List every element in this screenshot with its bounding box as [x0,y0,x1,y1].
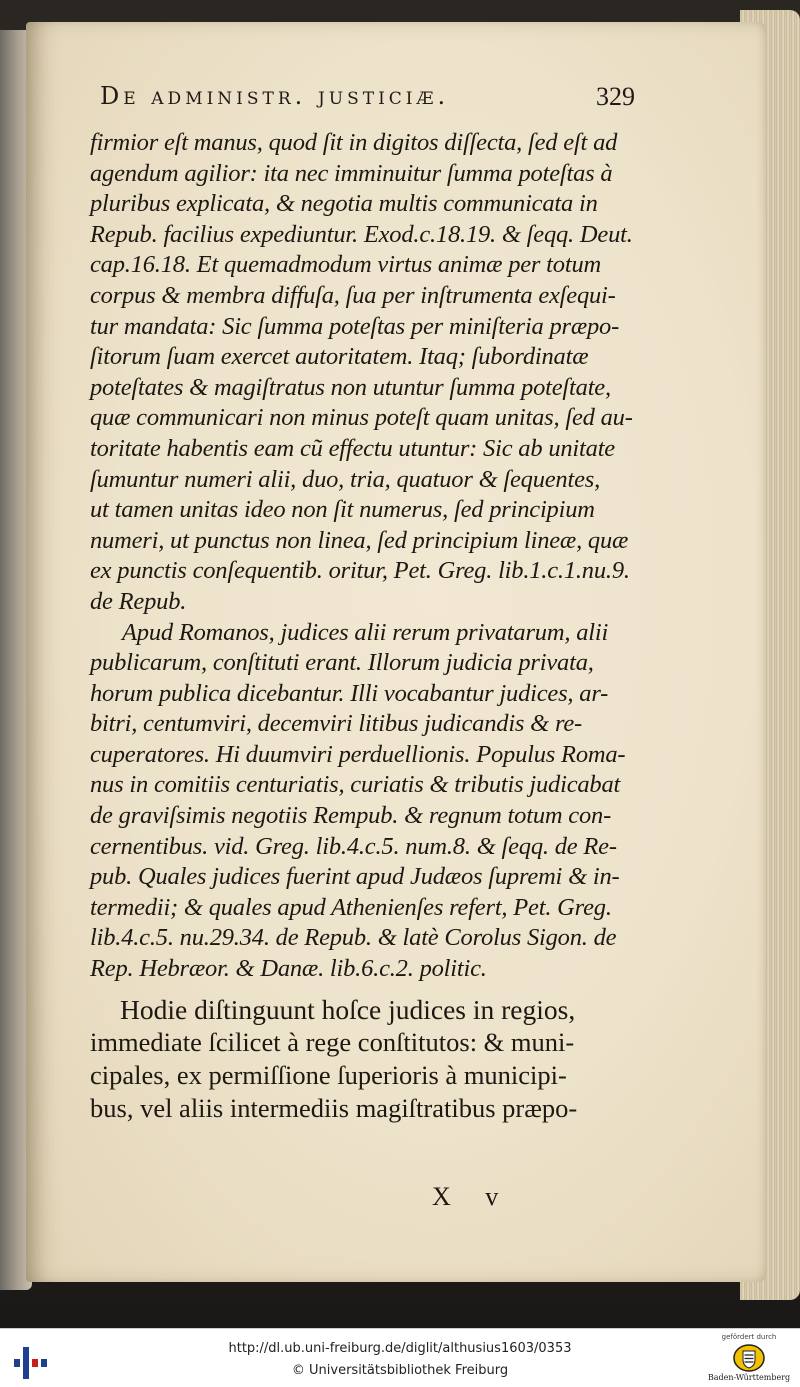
text-line: de Repub. [90,587,187,615]
text-block [90,128,642,1125]
text-line: nus in comitiis centuriatis, curiatis & tributis judicabat [90,771,621,799]
text-line: poteſtates & magiſtratus non utuntur ſumma poteſtate, [90,373,611,401]
text-line: lib.4.c.5. nu.29.34. de Repub. & latè Corolus Sigon. de [90,924,617,952]
text-line: publicarum, conſtituti erant. Illorum judicia privata, [90,649,594,677]
text-line: numeri, ut punctus non linea, ſed principium lineæ, quæ [90,526,629,554]
sponsor-name: Baden-Württemberg [707,1373,791,1382]
text-line: cap.16.18. Et quemadmodum virtus animæ per totum [90,251,601,279]
text-line: bus, vel aliis intermediis magiſtratibus præpo- [90,1092,578,1123]
text-line: Repub. facilius expediuntur. Exod.c.18.19. & ſeqq. Deut. [90,220,633,248]
text-line: pub. Quales judices fuerint apud Judæos ſupremi & in- [90,863,620,891]
text-line: ſitorum ſuam exercet autoritatem. Itaq; ſubordinatæ [90,343,589,371]
text-line: cuperatores. Hi duumviri perduellionis. Populus Roma- [90,740,626,768]
text-line: corpus & membra diffuſa, ſua per inſtrumenta exſequi- [90,281,616,309]
text-line: cernentibus. vid. Greg. lib.4.c.5. num.8. & ſeqq. de Re- [90,832,617,860]
text-line: de graviſsimis negotiis Rempub. & regnum totum con- [90,802,612,830]
text-line: ex punctis conſequentib. oritur, Pet. Greg. lib.1.c.1.nu.9. [90,557,630,585]
paragraph-start-line: Hodie diſtinguunt hoſce judices in regios, [120,993,576,1025]
coat-of-arms-icon [732,1343,766,1373]
sponsor-block [704,1331,794,1385]
copyright-text: © Universitätsbibliothek Freiburg [291,1363,509,1378]
text-line: firmior eſt manus, quod ſit in digitos diſſecta, ſed eſt ad [90,129,618,156]
text-line: pluribus explicata, & negotia multis communicata in [90,190,598,218]
text-line: immediate ſcilicet à rege conſtitutos: & muni- [90,1026,575,1057]
text-line: Rep. Hebræor. & Danæ. lib.6.c.2. politic. [90,955,487,983]
text-line: quæ communicari non minus poteſt quam unitas, ſed au- [90,404,633,432]
permalink-url[interactable]: http://dl.ub.uni-freiburg.de/diglit/althusius1603/0353 [228,1341,572,1356]
running-head [100,82,635,122]
text-line: ut tamen unitas ideo non ſit numerus, ſed principium [90,496,595,524]
paragraph-start-line: Apud Romanos, judices alii rerum privatarum, alii [122,618,609,646]
viewer-footer [0,1328,800,1387]
text-line: horum publica dicebantur. Illi vocabantur judices, ar- [90,679,609,707]
text-line: cipales, ex permiſſione ſuperioris à municipi- [90,1059,567,1090]
text-line: bitri, centumviri, decemviri litibus judicandis & re- [90,710,583,738]
sponsor-label: gefördert durch [721,1333,777,1341]
text-line: ſumuntur numeri alii, duo, tria, quatuor & ſequentes, [90,465,601,493]
running-title: De administr. justiciæ. [100,82,450,110]
signature-mark: X v [432,1182,513,1211]
text-line: toritate habentis eam cũ effectu utuntur: Sic ab unitate [90,434,615,462]
text-line: agendum agilior: ita nec imminuitur ſumma poteſtas à [90,159,613,187]
page-number: 329 [596,82,635,111]
text-line: tur mandata: Sic ſumma poteſtas per miniſteria præpo- [90,312,620,340]
text-line: termedii; & quales apud Athenienſes refert, Pet. Greg. [90,893,612,921]
